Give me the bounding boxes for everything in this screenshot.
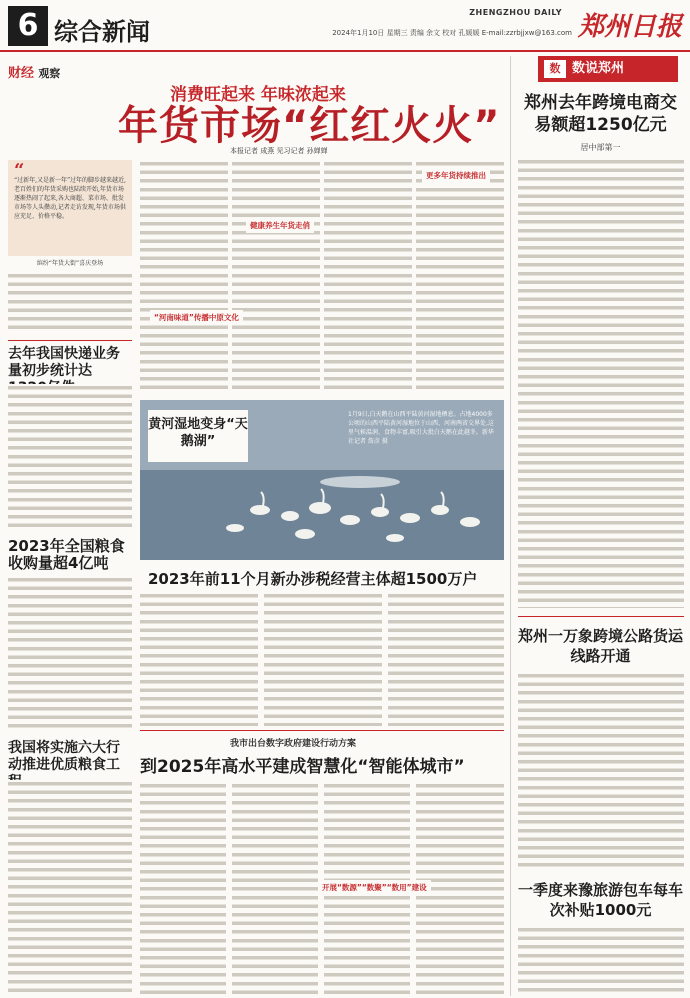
quote-mark-icon: “ [14, 160, 25, 181]
bottom-story-subhead: 开展“数源”“数聚”“数用”建设 [318, 880, 431, 895]
mid-story-body-1 [140, 592, 258, 726]
column-divider [510, 56, 511, 996]
right-top-byline: 居中部第一 [580, 143, 621, 152]
section-title: 综合新闻 [54, 18, 150, 46]
chart-icon: 数 [544, 60, 566, 78]
mid-story-body-3 [388, 592, 504, 726]
photo-title: 黄河湿地变身“天鹅湖” [148, 410, 248, 462]
left-story2-body [8, 576, 132, 732]
kicker-sub: 观察 [38, 67, 61, 80]
bottom-story-body-2 [232, 782, 318, 994]
left-story1-title: 去年我国快递业务量初步统计达 [8, 346, 120, 379]
kicker-text: 财经 [8, 66, 35, 81]
photo-caption: 1月9日,白天鹅在山西平陆黄河湿地栖息。占地4000多公顷的山西平陆黄河湿地位于山西、河南两省交界处,这里气候温润、食物丰富,吸引大批白天鹅在此越冬。新华社记者 詹彦 摄 [348, 411, 494, 445]
lead-body-col4 [324, 160, 412, 392]
issue-line: 2024年1月10日 星期三 责编 余文 校对 孔媛媛 E-mail:zzrbjjxw@163.com [332, 29, 572, 37]
tag-text: 数说郑州 [572, 61, 625, 76]
lead-subhead-1: “河南味道”传播中原文化 [150, 310, 243, 325]
section-rule [8, 340, 132, 341]
left-story1-body [8, 384, 132, 530]
right-bottom-title: 一季度来豫旅游包车每车次补贴1000元 [518, 881, 684, 919]
right-mid-title: 郑州一万象跨境公路货运线路开通 [518, 627, 684, 665]
lead-body-col3 [232, 160, 320, 392]
left-story3-body [8, 780, 132, 994]
right-top-body [518, 158, 684, 608]
bottom-story-deck: 我市出台数字政府建设行动方案 [230, 739, 357, 749]
bottom-story-body-1 [140, 782, 226, 994]
bottom-story-title: 到2025年高水平建成智慧化“智能体城市” [140, 757, 465, 777]
paper-english-name: ZHENGZHOU DAILY [469, 8, 562, 17]
lead-quote-box [8, 160, 132, 256]
page-header [0, 0, 690, 52]
lead-body-col1 [8, 272, 132, 334]
lead-deck: 消费旺起来 年味浓起来 [170, 85, 346, 105]
lead-byline: 本报记者 成燕 见习记者 孙婵婵 [230, 147, 328, 155]
left-story2-title: 2023年全国粮食收购量超4亿吨 [8, 537, 125, 572]
bottom-section-rule [140, 730, 504, 731]
right-bottom-body [518, 926, 684, 994]
mid-story-body-2 [264, 592, 382, 726]
lead-subhead-3: 更多年货持续推出 [422, 168, 490, 183]
lead-body-col2 [140, 160, 228, 392]
lead-quote: “过新年,又是新一年”过年的脚步越来越近,老百姓们的年货采购也陆续开始,年货市场逐渐热闹了起来,各大商超、菜市场、批发市场等人头攒动,记者走访发现,年货市场供应充足、价格平稳。 [14, 177, 126, 220]
right-mid-rule [518, 616, 684, 617]
right-top-title: 郑州去年跨境电商交易额超1250亿元 [524, 93, 677, 135]
kicker-logo [8, 62, 60, 81]
quote-caption: 缤纷“年货大街”喜庆登场 [36, 260, 104, 267]
lead-body-col5 [416, 160, 504, 392]
shuo-zhengzhou-tag [538, 56, 678, 82]
page-number: 6 [8, 6, 48, 46]
masthead [332, 6, 682, 46]
right-mid-body [518, 672, 684, 868]
lead-title: 年货市场“红红火火” [118, 103, 501, 149]
lead-subhead-2: 健康养生年货走俏 [246, 218, 314, 233]
paper-logo: 郑州日报 [577, 12, 682, 42]
left-story3-title: 我国将实施六大行动推进优质粮食工 [8, 740, 120, 773]
mid-story-title: 2023年前11个月新办涉税经营主体超1500万户 [148, 570, 478, 588]
